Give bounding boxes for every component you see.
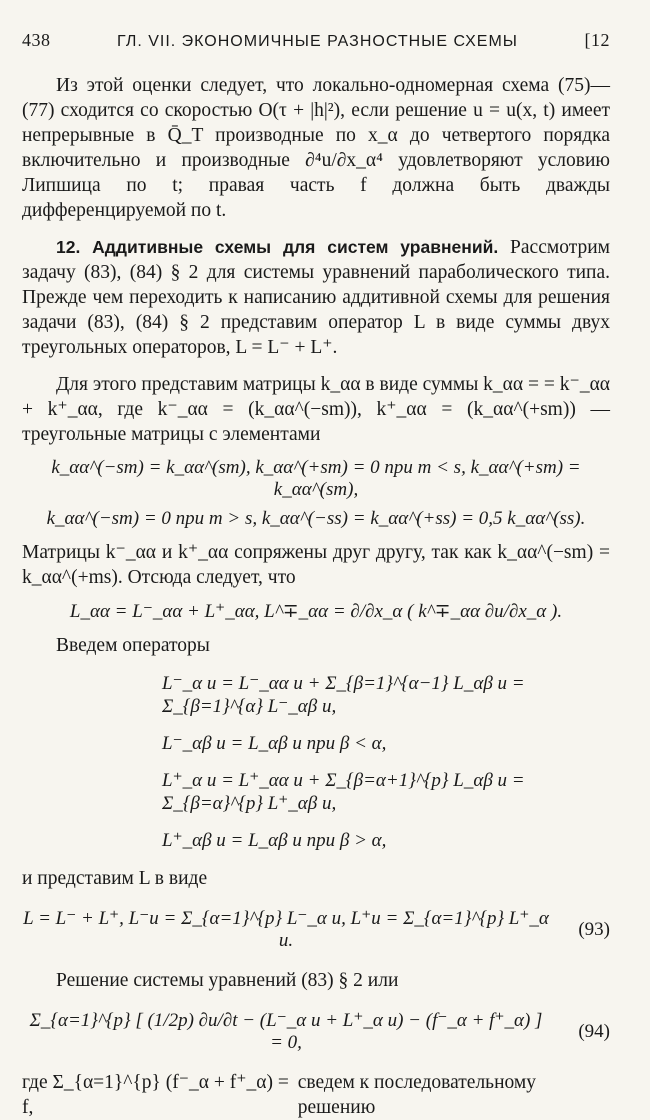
section-heading: 12. Аддитивные схемы для систем уравнений. (56, 237, 499, 257)
equation-94 (22, 1009, 610, 1054)
equation-number: (93) (578, 918, 610, 940)
final-right: сведем к последовательному решению (297, 1072, 536, 1118)
paragraph-adjoint: Матрицы k⁻_αα и k⁺_αα сопряжены друг другу, так как k_αα^(−sm) = k_αα^(+ms). Отсюда следует, что (22, 542, 610, 588)
equation-number: (94) (578, 1020, 610, 1042)
paragraph-section-12 (22, 235, 610, 360)
page-number: 438 (22, 30, 51, 50)
formula-line: L⁺_αβ u = L_αβ u при β > α, (162, 830, 387, 851)
paragraph-introduce-operators: Введем операторы (56, 635, 210, 656)
formula-line: L⁻_α u = L⁻_αα u + Σ_{β=1}^{α−1} L_αβ u = Σ_{β=1}^{α} L⁻_αβ u, (162, 673, 525, 717)
formula-line: k_αα^(−sm) = 0 при m > s, k_αα^(−ss) = k_αα^(+ss) = 0,5 k_αα^(ss). (46, 508, 586, 529)
running-header (22, 30, 610, 51)
formula-line: L⁻_αβ u = L_αβ u при β < α, (162, 733, 387, 754)
equation-body: Σ_{α=1}^{p} [ (1/2p) ∂u/∂t − (L⁻_α u + L⁺_α u) − (f⁻_α + f⁺_α) ] = 0, (29, 1010, 543, 1053)
formula-line: L_αα = L⁻_αα + L⁺_αα, L^∓_αα = ∂/∂x_α ( k^∓_αα ∂u/∂x_α ). (69, 601, 563, 622)
equation-body: L = L⁻ + L⁺, L⁻u = Σ_{α=1}^{p} L⁻_α u, L⁺u = Σ_{α=1}^{p} L⁺_α u. (23, 908, 549, 951)
section-body: Рассмотрим задачу (83), (84) § 2 для системы уравнений параболического типа. Прежде чем переходить к написанию аддитивной схемы для решения задачи (83), (84) § 2 представим оператор L в виде суммы двух треугольных операторов, L = L⁻ + L⁺. (22, 237, 610, 358)
formula-line: L⁺_α u = L⁺_αα u + Σ_{β=α+1}^{p} L_αβ u = Σ_{β=α}^{p} L⁺_αβ u, (162, 770, 525, 814)
paragraph-convergence: Из этой оценки следует, что локально-одномерная схема (75)—(77) сходится со скоростью O(τ + |h|²), если решение u = u(x, t) имеет непрерывные в Q̄_T производные по x_α до четвертого порядка включительно и производные ∂⁴u/∂x_α⁴ удовлетворяют условию Липшица по t; правая часть f должна быть дважды дифференцируемой по t. (22, 75, 610, 221)
section-ref: [12 (584, 30, 610, 50)
equation-93 (22, 907, 610, 952)
final-left: где Σ_{α=1}^{p} (f⁻_α + f⁺_α) = f, (22, 1072, 289, 1118)
paragraph-final (22, 1070, 610, 1120)
paragraph-matrices: Для этого представим матрицы k_αα в виде суммы k_αα = = k⁻_αα + k⁺_αα, где k⁻_αα = (k_αα^(−sm)), k⁺_αα = (k_αα^(+sm)) — треугольные матрицы с элементами (22, 374, 610, 445)
formula-line: k_αα^(−sm) = k_αα^(sm), k_αα^(+sm) = 0 при m < s, k_αα^(+sm) = k_αα^(sm), (51, 457, 581, 500)
paragraph-solution: Решение системы уравнений (83) § 2 или (56, 970, 399, 991)
formula-matrix-elements (22, 457, 610, 530)
paragraph-represent-L: и представим L в виде (22, 868, 208, 889)
running-title: ГЛ. VII. ЭКОНОМИЧНЫЕ РАЗНОСТНЫЕ СХЕМЫ (117, 33, 518, 50)
formula-operator-definitions (22, 672, 610, 852)
formula-operator-split (22, 600, 610, 623)
